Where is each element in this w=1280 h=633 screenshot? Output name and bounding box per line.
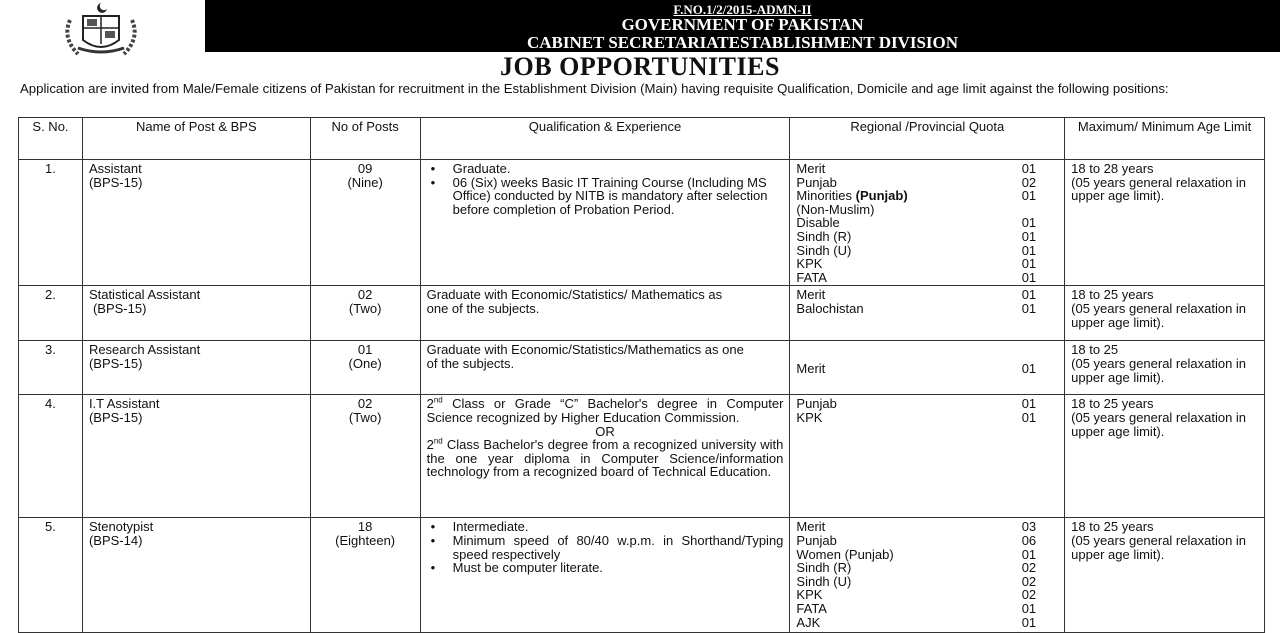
quota-item	[796, 230, 1058, 244]
quota-count: 02	[1021, 573, 1037, 589]
col-qual: Qualification & Experience	[420, 118, 790, 160]
quota-region: (Non-Muslim)	[796, 201, 875, 217]
quota	[790, 518, 1065, 633]
quota-item	[796, 288, 1058, 302]
quota-region: Disable	[796, 215, 840, 231]
quota-region: Merit	[796, 360, 826, 376]
quota-region: Sindh (R)	[796, 560, 852, 576]
quota-region: KPK	[796, 256, 823, 272]
num-posts: 02 (Two)	[310, 286, 420, 341]
post: Research Assistant (BPS-15)	[82, 341, 310, 395]
government-heading: GOVERNMENT OF PAKISTAN	[621, 15, 864, 34]
qualification: • Graduate. • 06 (Six) weeks Basic IT Training Course (Including MS Office) conducted by NITB is mandatory after selection before completion of Probation Period.	[420, 160, 790, 286]
intro-text: Application are invited from Male/Female citizens of Pakistan for recruitment in the Establishment Division (Main) having requisite Qualification, Domicile and age limit against the following positions:	[20, 81, 1169, 96]
quota-count: 01	[1021, 242, 1037, 258]
num-posts: 02 (Two)	[310, 395, 420, 518]
quota-item	[796, 189, 1058, 203]
quota-count: 01	[1021, 396, 1037, 412]
quota-item	[796, 162, 1058, 176]
table-row	[19, 160, 1265, 286]
quota-count: 01	[1021, 409, 1037, 425]
qualification: • Intermediate. • Minimum speed of 80/40 w.p.m. in Shorthand/Typing speed respectively • Must be computer literate.	[420, 518, 790, 633]
qualification: 2nd Class or Grade “C” Bachelor's degree in Computer Science recognized by Higher Education Commission. OR 2nd Class Bachelor's degree from a recognized university with the one year diploma in Computer Science/information technology from a recognized board of Technical Education.	[420, 395, 790, 518]
qualification: Graduate with Economic/Statistics/Mathematics as one of the subjects.	[420, 341, 790, 395]
quota-item	[796, 271, 1058, 285]
sno: 3.	[19, 341, 83, 395]
quota-region: Punjab	[796, 396, 837, 412]
quota-region: KPK	[796, 409, 823, 425]
num-posts: 01 (One)	[310, 341, 420, 395]
quota-item	[796, 588, 1058, 602]
quota-region: FATA	[796, 600, 827, 616]
quota-item	[796, 216, 1058, 230]
col-age: Maximum/ Minimum Age Limit	[1065, 118, 1265, 160]
post: Statistical Assistant (BPS-15)	[82, 286, 310, 341]
division-heading: CABINET SECRETARIATESTABLISHMENT DIVISION	[526, 33, 959, 52]
table-row	[19, 341, 1265, 395]
quota-region: AJK	[796, 614, 821, 630]
quota-region: Women (Punjab)	[796, 546, 894, 562]
quota-item	[796, 203, 1058, 217]
page-title: JOB OPPORTUNITIES	[500, 52, 780, 81]
quota-item	[796, 561, 1058, 575]
table-row	[19, 518, 1265, 633]
quota-count: 01	[1021, 256, 1037, 272]
quota-region-bold: (Punjab)	[855, 188, 908, 204]
quota-count: 01	[1021, 360, 1037, 376]
quota-region: FATA	[796, 269, 827, 285]
quota-count: 01	[1021, 215, 1037, 231]
quota-item	[796, 257, 1058, 271]
age-limit: 18 to 25 (05 years general relaxation in upper age limit).	[1065, 341, 1265, 395]
quota-count: 01	[1021, 546, 1037, 562]
quota-count: 01	[1021, 228, 1037, 244]
age-limit: 18 to 25 years (05 years general relaxation in upper age limit).	[1065, 286, 1265, 341]
quota-item	[796, 302, 1058, 316]
age-limit: 18 to 25 years (05 years general relaxation in upper age limit).	[1065, 518, 1265, 633]
table-row	[19, 395, 1265, 518]
table-row	[19, 286, 1265, 341]
quota-count: 02	[1021, 587, 1037, 603]
quota-count: 01	[1021, 188, 1037, 204]
state-emblem-icon	[48, 0, 154, 56]
quota-region: Merit	[796, 161, 826, 176]
sno: 5.	[19, 518, 83, 633]
age-limit: 18 to 25 years (05 years general relaxation in upper age limit).	[1065, 395, 1265, 518]
quota-item	[796, 520, 1058, 534]
quota-count: 01	[1021, 287, 1037, 303]
quota	[790, 395, 1065, 518]
col-quota: Regional /Provincial Quota	[790, 118, 1065, 160]
quota-item	[796, 616, 1058, 630]
quota-count: 02	[1021, 174, 1037, 190]
num-posts: 09 (Nine)	[310, 160, 420, 286]
post: I.T Assistant (BPS-15)	[82, 395, 310, 518]
quota-item	[796, 575, 1058, 589]
quota-region: Minorities	[796, 188, 853, 204]
quota-count: 01	[1021, 269, 1037, 285]
quota-item	[796, 534, 1058, 548]
quota-item	[796, 602, 1058, 616]
sno: 1.	[19, 160, 83, 286]
quota-region: Merit	[796, 287, 826, 303]
sno: 2.	[19, 286, 83, 341]
col-post: Name of Post & BPS	[82, 118, 310, 160]
quota-region: Sindh (U)	[796, 573, 852, 589]
col-sno: S. No.	[19, 118, 83, 160]
quota-count: 01	[1021, 300, 1037, 316]
post: Assistant (BPS-15)	[82, 160, 310, 286]
quota	[790, 160, 1065, 286]
quota-region: KPK	[796, 587, 823, 603]
quota-region: Sindh (U)	[796, 242, 852, 258]
quota-item	[796, 362, 1058, 376]
qualification: Graduate with Economic/Statistics/ Mathematics as one of the subjects.	[420, 286, 790, 341]
table-header-row	[19, 118, 1265, 160]
quota-region: Balochistan	[796, 300, 864, 316]
quota-count: 02	[1021, 560, 1037, 576]
positions-table	[18, 117, 1265, 633]
quota-count: 01	[1021, 600, 1037, 616]
quota-region: Merit	[796, 519, 826, 535]
quota-item	[796, 411, 1058, 425]
quota-region: Sindh (R)	[796, 228, 852, 244]
quota	[790, 286, 1065, 341]
num-posts: 18 (Eighteen)	[310, 518, 420, 633]
quota-item	[796, 397, 1058, 411]
quota-region: Punjab	[796, 532, 837, 548]
quota-region: Punjab	[796, 174, 837, 190]
quota-item	[796, 548, 1058, 562]
quota-count: 06	[1021, 532, 1037, 548]
post: Stenotypist (BPS-14)	[82, 518, 310, 633]
quota-item	[796, 176, 1058, 190]
file-number: F.NO.1/2/2015-ADMN-II	[673, 2, 812, 17]
quota-count: 01	[1021, 161, 1037, 176]
quota	[790, 341, 1065, 395]
quota-count: 03	[1021, 519, 1037, 535]
quota-item	[796, 244, 1058, 258]
age-limit: 18 to 28 years (05 years general relaxation in upper age limit).	[1065, 160, 1265, 286]
quota-count: 01	[1021, 614, 1037, 630]
sno: 4.	[19, 395, 83, 518]
col-num: No of Posts	[310, 118, 420, 160]
